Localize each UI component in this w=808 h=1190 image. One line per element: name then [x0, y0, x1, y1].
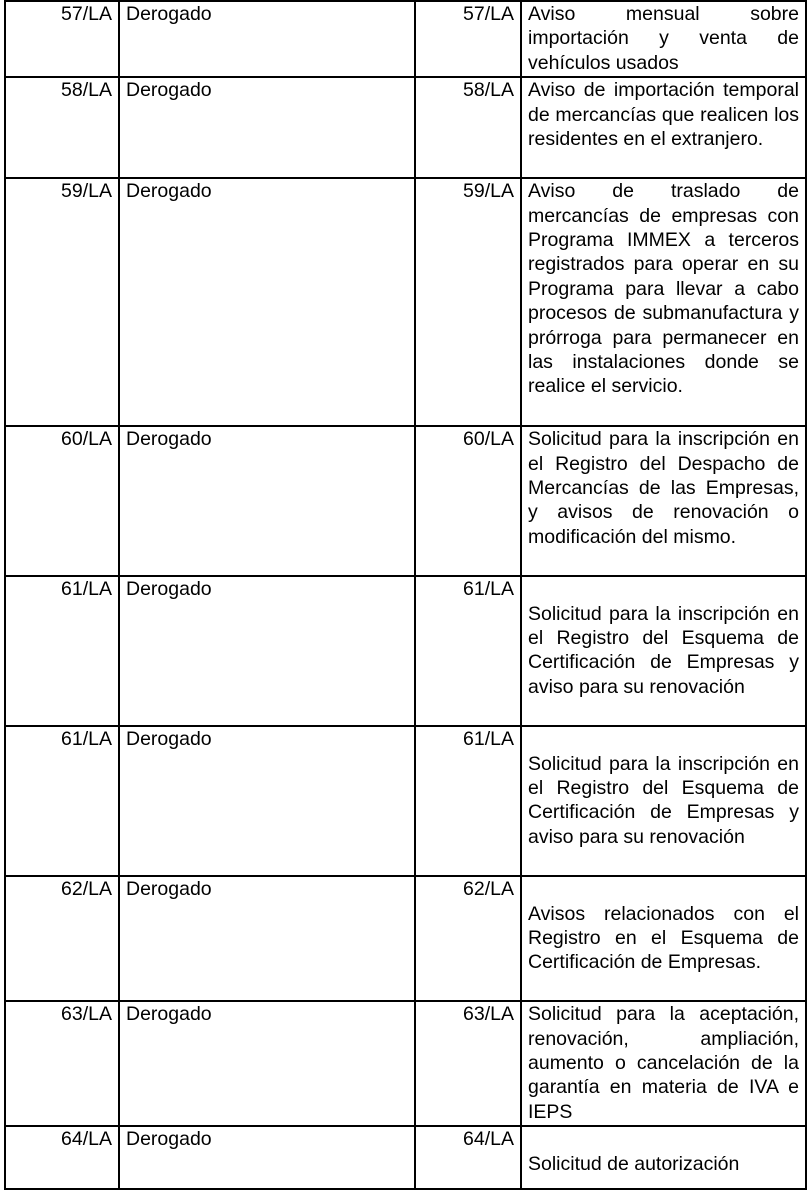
- row-status: Derogado: [119, 1126, 415, 1189]
- table-row: [5, 726, 806, 876]
- row-status: Derogado: [119, 576, 415, 726]
- row-code: 60/LA: [5, 426, 119, 576]
- row-code-2: 62/LA: [415, 876, 521, 1001]
- row-code-2: 63/LA: [415, 1001, 521, 1126]
- row-description: Solicitud para la aceptación, renovación, ampliación, aumento o cancelación de la garantía en materia de IVA e IEPS: [521, 1001, 806, 1126]
- formalities-table: [4, 0, 807, 1190]
- row-description: Aviso de traslado de mercancías de empresas con Programa IMMEX a terceros registrados para operar en su Programa para llevar a cabo procesos de submanufactura y prórroga para permanecer en las instalaciones donde se realice el servicio.: [521, 178, 806, 426]
- table-row: [5, 1001, 806, 1126]
- table-row: [5, 876, 806, 1001]
- row-description: Solicitud para la inscripción en el Registro del Despacho de Mercancías de las Empresas, y avisos de renovación o modificación del mismo.: [521, 426, 806, 576]
- blank-line: [528, 877, 799, 901]
- row-description: Solicitud para la inscripción en el Registro del Esquema de Certificación de Empresas y aviso para su renovación: [528, 752, 799, 848]
- row-code: 64/LA: [5, 1126, 119, 1189]
- row-description: Aviso mensual sobre importación y venta de vehículos usados: [521, 1, 806, 77]
- row-description: Aviso de importación temporal de mercancías que realicen los residentes en el extranjero.: [521, 77, 806, 178]
- row-code: 61/LA: [5, 576, 119, 726]
- row-code: 59/LA: [5, 178, 119, 426]
- row-code: 58/LA: [5, 77, 119, 178]
- row-status: Derogado: [119, 1, 415, 77]
- table-row: [5, 178, 806, 426]
- row-code-2: 59/LA: [415, 178, 521, 426]
- row-code: 62/LA: [5, 876, 119, 1001]
- row-status: Derogado: [119, 426, 415, 576]
- row-description-cell: [521, 876, 806, 1001]
- row-description: Solicitud de autorización: [528, 1152, 740, 1175]
- blank-line: [528, 577, 799, 601]
- row-description-cell: [521, 576, 806, 726]
- row-description-cell: [521, 726, 806, 876]
- table-row: [5, 426, 806, 576]
- row-status: Derogado: [119, 876, 415, 1001]
- row-code-2: 57/LA: [415, 1, 521, 77]
- row-description-cell: [521, 1126, 806, 1189]
- table-row: [5, 1, 806, 77]
- row-code: 57/LA: [5, 1, 119, 77]
- row-code-2: 64/LA: [415, 1126, 521, 1189]
- row-code-2: 61/LA: [415, 726, 521, 876]
- row-status: Derogado: [119, 77, 415, 178]
- row-status: Derogado: [119, 178, 415, 426]
- row-code-2: 58/LA: [415, 77, 521, 178]
- row-code: 63/LA: [5, 1001, 119, 1126]
- table-row: [5, 576, 806, 726]
- row-code-2: 60/LA: [415, 426, 521, 576]
- row-status: Derogado: [119, 726, 415, 876]
- blank-line: [528, 1127, 799, 1151]
- row-code-2: 61/LA: [415, 576, 521, 726]
- table-row: [5, 77, 806, 178]
- row-description: Avisos relacionados con el Registro en el Esquema de Certificación de Empresas.: [528, 902, 799, 974]
- row-description: Solicitud para la inscripción en el Registro del Esquema de Certificación de Empresas y aviso para su renovación: [528, 602, 799, 698]
- table-row: [5, 1126, 806, 1189]
- row-code: 61/LA: [5, 726, 119, 876]
- row-status: Derogado: [119, 1001, 415, 1126]
- blank-line: [528, 727, 799, 751]
